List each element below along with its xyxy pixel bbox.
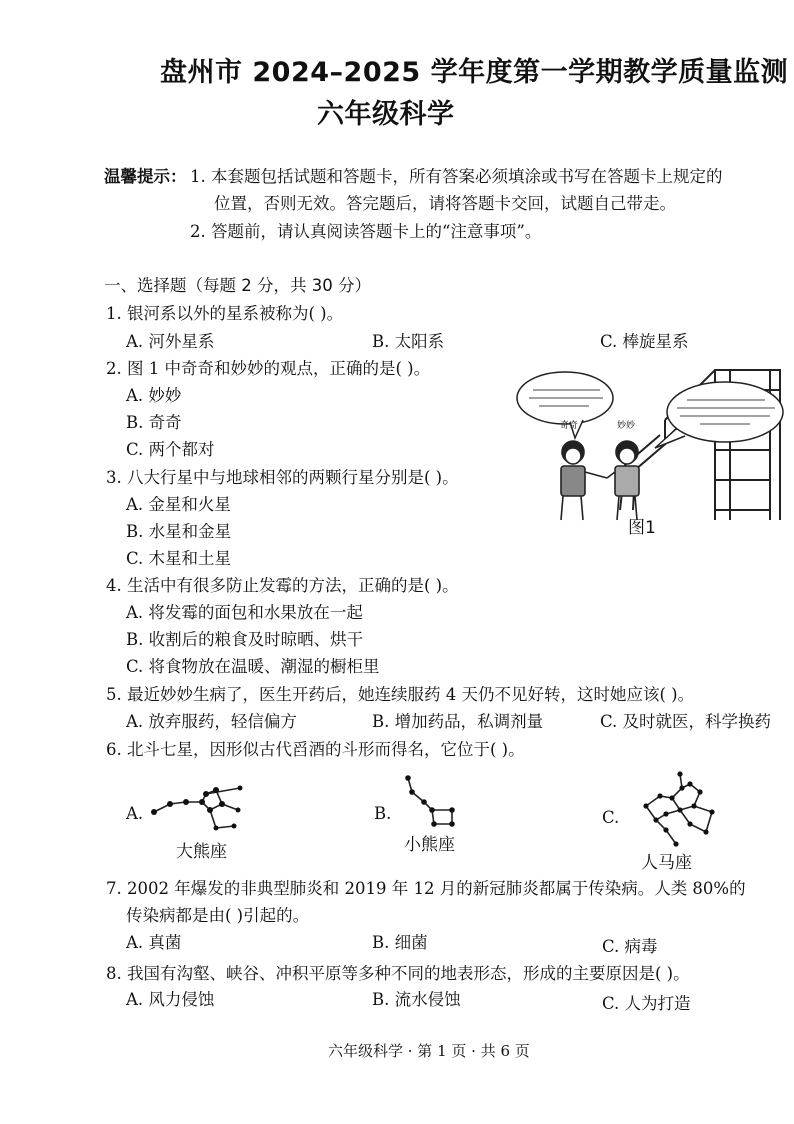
question-3-option-c: C. 木星和土星 <box>126 549 232 568</box>
section-heading: 一、选择题（每题 2 分，共 30 分） <box>104 276 371 295</box>
question-6-option-c: C. <box>602 808 620 827</box>
question-5-stem: 5. 最近妙妙生病了，医生开药后，她连续服药 4 天仍不见好转，这时她应该( )。 <box>106 685 695 704</box>
constellation-b-caption: 小熊座 <box>404 835 455 855</box>
question-8-option-a: A. 风力侵蚀 <box>126 990 215 1009</box>
question-4-stem: 4. 生活中有很多防止发霉的方法，正确的是( )。 <box>106 576 459 595</box>
question-5-option-b: B. 增加药品，私调剂量 <box>372 712 544 731</box>
question-4-option-b: B. 收割后的粮食及时晾晒、烘干 <box>126 630 364 649</box>
figure-1-name-qiqi: 奇奇 <box>560 421 579 431</box>
question-6-stem: 6. 北斗七星，因形似古代舀酒的斗形而得名，它位于( )。 <box>106 740 525 759</box>
child-qiqi <box>561 441 607 520</box>
question-2-option-a: A. 妙妙 <box>126 386 182 405</box>
constellation-a-caption: 大熊座 <box>176 842 227 862</box>
question-7-stem-line1: 7. 2002 年爆发的非典型肺炎和 2019 年 12 月的新冠肺炎都属于传染病。人类 80%的 <box>106 879 746 898</box>
question-7-option-b: B. 细菌 <box>372 933 428 952</box>
page-title: 盘州市 2024–2025 学年度第一学期教学质量监测 <box>160 57 789 88</box>
question-6-option-b: B. <box>374 804 392 823</box>
constellation-ursa-major <box>150 780 250 836</box>
question-6-option-a: A. <box>126 804 144 823</box>
question-4-option-c: C. 将食物放在温暖、潮湿的橱柜里 <box>126 657 380 676</box>
constellation-ursa-minor <box>402 774 462 826</box>
page-subtitle: 六年级科学 <box>317 99 455 130</box>
speech-bubble-right <box>667 382 783 442</box>
question-7-option-a: A. 真菌 <box>126 933 182 952</box>
question-1-option-a: A. 河外星系 <box>126 332 215 351</box>
question-8-stem: 8. 我国有沟壑、峡谷、冲积平原等多种不同的地表形态，形成的主要原因是( )。 <box>106 964 690 983</box>
question-1-option-c: C. 棒旋星系 <box>600 332 689 351</box>
notice-item-1-line1: 1. 本套题包括试题和答题卡，所有答案必须填涂或书写在答题卡上规定的 <box>190 167 723 186</box>
question-8-option-c: C. 人为打造 <box>602 994 691 1013</box>
question-3-option-a: A. 金星和火星 <box>126 495 231 514</box>
constellation-sagittarius <box>636 770 716 850</box>
question-3-stem: 3. 八大行星中与地球相邻的两颗行星分别是( )。 <box>106 468 459 487</box>
question-2-option-b: B. 奇奇 <box>126 413 182 432</box>
figure-1-caption: 图1 <box>628 518 656 538</box>
question-7-option-c: C. 病毒 <box>602 937 658 956</box>
question-8-option-b: B. 流水侵蚀 <box>372 990 461 1009</box>
figure-1-name-miaomiao: 妙妙 <box>617 421 636 431</box>
notice-item-2: 2. 答题前，请认真阅读答题卡上的“注意事项”。 <box>190 222 542 241</box>
page-footer: 六年级科学 · 第 1 页 · 共 6 页 <box>328 1042 530 1060</box>
notice-item-1-line2: 位置，否则无效。答完题后，请将答题卡交回，试题自己带走。 <box>214 194 676 213</box>
question-5-option-c: C. 及时就医，科学换药 <box>600 712 772 731</box>
child-miaomiao <box>607 441 639 520</box>
question-1-option-b: B. 太阳系 <box>372 332 445 351</box>
constellation-c-caption: 人马座 <box>641 853 692 873</box>
question-5-option-a: A. 放弃服药，轻信偏方 <box>126 712 297 731</box>
question-7-stem-line2: 传染病都是由( )引起的。 <box>126 906 310 925</box>
question-4-option-a: A. 将发霉的面包和水果放在一起 <box>126 603 363 622</box>
question-1-stem: 1. 银河系以外的星系被称为( )。 <box>106 304 344 323</box>
question-3-option-b: B. 水星和金星 <box>126 522 232 541</box>
figure-1-illustration <box>515 360 785 525</box>
question-2-stem: 2. 图 1 中奇奇和妙妙的观点，正确的是( )。 <box>106 359 431 378</box>
question-2-option-c: C. 两个都对 <box>126 440 215 459</box>
notice-label: 温馨提示： <box>104 167 187 186</box>
